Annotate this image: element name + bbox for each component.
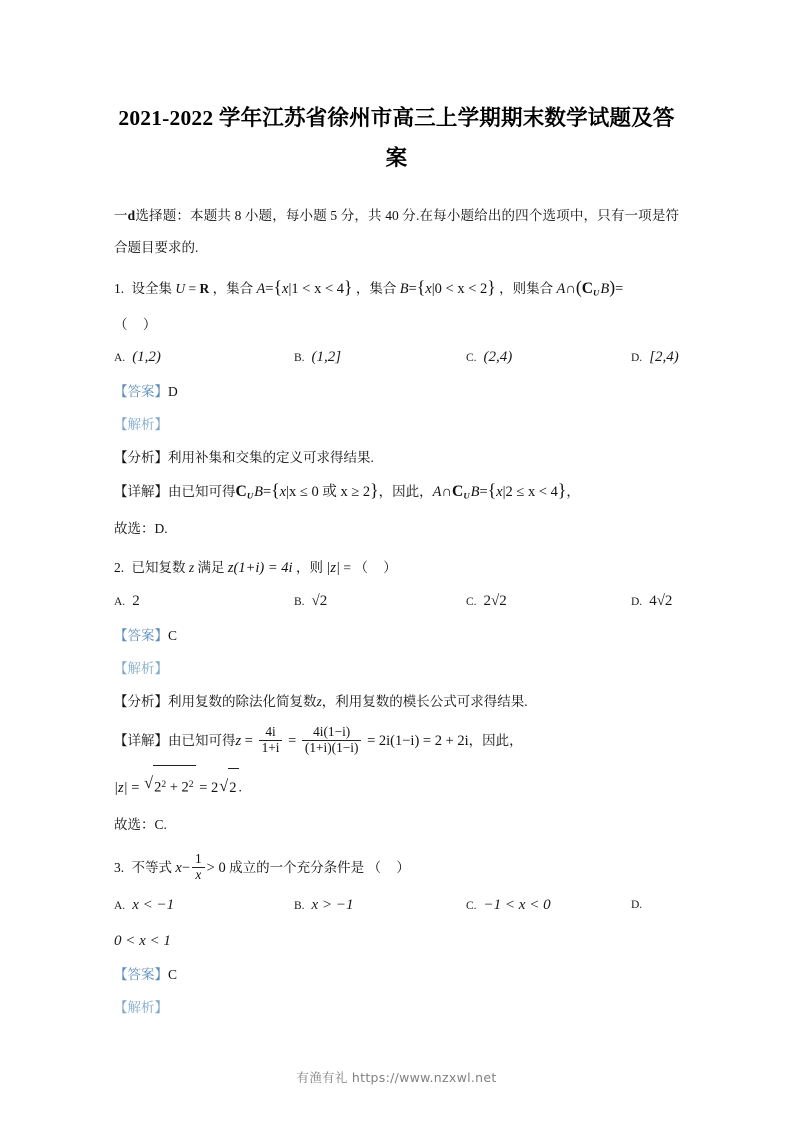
question-3-answer-value: C [168, 966, 178, 982]
q1-expr-eq: = [615, 281, 624, 297]
intro-prefix: 一 [114, 208, 128, 223]
q1-set-b-cond: 0 < x < 2 [434, 281, 488, 297]
option-a-value: x < −1 [132, 896, 175, 913]
question-1-conclusion [114, 513, 679, 544]
q1-universal-set: U [175, 281, 186, 296]
question-1-analysis [114, 442, 679, 473]
option-c[interactable] [466, 342, 631, 374]
q2-detail-eq: = [244, 733, 253, 750]
fraction-1: $\frac{4i}{1+i}$ [259, 725, 283, 756]
question-2-detail: 【详解】由已知可得z = $\frac{4i}{1+i}$ = $\frac{4i(1-i)}{(1+i)(1-i)}$ = 2i(1−i) = 2 + 2i，因此， [114, 724, 523, 756]
option-a-label: A. [114, 899, 126, 912]
option-c-label: C. [466, 899, 477, 912]
option-d-label: D. [631, 596, 643, 609]
question-2-final-answer: C. [154, 816, 167, 832]
option-b-label: B. [294, 596, 305, 609]
jiexi-tag: 【解析】 [114, 999, 168, 1015]
option-c-value: −1 < x < 0 [483, 896, 551, 913]
q1-set-a-cond: 1 < x < 4 [291, 281, 344, 297]
q1-expr-b: B [600, 281, 610, 297]
option-b[interactable] [294, 586, 466, 618]
question-1-answer-value: D [168, 383, 178, 399]
option-b-label: B. [294, 351, 305, 364]
question-1-blank-line [114, 309, 679, 340]
option-a[interactable] [114, 586, 294, 618]
answer-tag: 【答案】 [114, 966, 168, 982]
page-title: 2021-2022 学年江苏省徐州市高三上学期期末数学试题及答案 [118, 106, 675, 170]
detail-tag: 【详解】 [114, 733, 168, 749]
question-2-modulus-line: |z| = √ $2^2 + 2^2 = 2$ √ 2 . [114, 765, 679, 807]
question-1-detail: 【详解】由已知可得CUB={x|x ≤ 0 或 x ≥ 2}，因此，A∩CUB={x|2 ≤ x < 4}， [114, 475, 679, 512]
q3-text-a: 不等式 [131, 859, 172, 875]
answer-blank-2: （ ） [354, 560, 403, 576]
option-d-label: D. [631, 898, 643, 911]
q1-detail-mid: ，因此， [378, 483, 433, 499]
option-d-label: D. [631, 351, 643, 364]
q1-eq-1: = [188, 281, 197, 296]
complement-symbol: CU [235, 482, 254, 501]
option-d[interactable] [631, 890, 649, 922]
question-2-jiexi [114, 653, 679, 684]
question-1-jiexi [114, 409, 679, 440]
question-3-answer [114, 959, 679, 990]
option-d[interactable] [631, 342, 679, 374]
q2-detail-mid: = 2i(1−i) = 2 + 2i [367, 733, 469, 750]
q1-detail-setb: B [254, 483, 263, 500]
question-1 [114, 272, 679, 544]
q2-mod-eq: = [131, 779, 140, 796]
q2-text-c: ，则 [295, 560, 323, 576]
question-2-analysis [114, 686, 679, 717]
answer-blank-1: （ ） [114, 316, 163, 332]
question-2-options [114, 586, 679, 618]
option-c-value: 2√2 [483, 593, 507, 610]
footer-brand: 有渔有礼 [296, 1070, 348, 1085]
option-b-value: x > −1 [311, 896, 354, 913]
option-b-value: √2 [311, 593, 328, 610]
q2-modulus: |z| [326, 560, 340, 577]
fraction-2: $\frac{4i(1-i)}{(1+i)(1-i)}$ [302, 725, 362, 756]
question-1-final-answer: D. [154, 521, 168, 537]
question-2-number: 2. [114, 560, 125, 576]
intro-text: 选择题：本题共 8 小题，每小题 5 分，共 40 分.在每小题给出的四个选项中，只有一项是符合题目要求的. [114, 208, 680, 255]
analysis-tag: 【分析】 [114, 449, 168, 465]
question-1-options [114, 342, 679, 374]
sqrt-symbol: √ 2 [219, 768, 238, 807]
q2-eq: = [343, 560, 351, 576]
option-b-label: B. [294, 899, 305, 912]
question-2 [114, 552, 679, 840]
q1-detail-seta: A [432, 483, 442, 500]
option-c-label: C. [466, 351, 477, 364]
detail-tag: 【详解】 [114, 483, 168, 499]
question-1-stem: 1. 设全集 U = R ，集合 A={x|1 < x < 4} ，集合 B={x|0 < x < 2} ，则集合 A∩(CUB)= [114, 272, 679, 309]
q2-var-z: z [188, 560, 195, 576]
option-d-value: 4√2 [649, 593, 673, 610]
q2-mod-lhs: |z| [114, 779, 128, 796]
option-d-value: [2,4) [649, 348, 679, 365]
q2-equation: z(1+i) = 4i [227, 560, 293, 577]
option-a[interactable] [114, 342, 294, 374]
jiexi-tag: 【解析】 [114, 661, 168, 677]
question-2-answer-value: C [168, 628, 178, 644]
q1-detail-cond-2: 2 ≤ x < 4 [505, 483, 558, 500]
q1-set-b-name: B [399, 281, 409, 297]
sqrt-symbol: √ $2^2 + 2^2$ [144, 765, 196, 807]
question-3-number: 3. [114, 859, 125, 875]
intro-bold-d: d [127, 208, 136, 223]
option-c-label: C. [466, 596, 477, 609]
q3-minus: − [181, 859, 190, 876]
q2-detail-tail: ，因此， [468, 733, 523, 749]
q1-text-a: 设全集 [131, 281, 172, 296]
option-b[interactable] [294, 342, 466, 374]
question-2-conclusion [114, 809, 679, 840]
q1-detail-setb-2: B [470, 483, 480, 500]
q2-analysis-b: ，利用复数的模长公式可求得结果. [321, 694, 528, 710]
q2-detail-lead: 由已知可得 [168, 733, 236, 749]
q2-text-a: 已知复数 [131, 560, 186, 576]
option-b-value: (1,2] [311, 348, 342, 365]
answer-blank-3: （ ） [367, 859, 416, 875]
q2-mod-coef: 2 [211, 779, 219, 796]
q1-expr-a: A [556, 281, 566, 297]
option-a-label: A. [114, 351, 126, 364]
option-d-wrapped-value[interactable]: 0 < x < 1 [114, 932, 171, 949]
analysis-tag: 【分析】 [114, 694, 168, 710]
section-intro [114, 178, 679, 264]
option-a-value: (1,2) [132, 348, 161, 365]
q2-detail-z: z [235, 733, 242, 750]
question-3-options [114, 890, 679, 922]
q1-detail-cap: ∩ [441, 483, 452, 500]
q1-text-c: ，集合 [355, 281, 397, 296]
q1-text-d: ，则集合 [499, 281, 554, 296]
q1-detail-cond-1: x ≤ 0 或 x ≥ 2 [288, 483, 371, 500]
question-3 [114, 848, 679, 1023]
q3-var-x: x [175, 859, 182, 876]
q2-mod-period: . [238, 779, 242, 795]
question-1-analysis-text: 利用补集和交集的定义可求得结果. [168, 449, 374, 465]
option-c-value: (2,4) [483, 348, 513, 365]
complement-symbol: CU [581, 280, 600, 298]
q1-detail-lead: 由已知可得 [168, 483, 236, 499]
option-a-label: A. [114, 596, 126, 609]
question-2-answer [114, 620, 679, 651]
jiexi-tag: 【解析】 [114, 416, 168, 432]
page-footer [0, 1068, 793, 1086]
question-1-answer [114, 376, 679, 407]
question-2-stem [114, 552, 679, 584]
option-d[interactable] [631, 586, 672, 618]
option-a-value: 2 [132, 593, 140, 610]
q2-text-b: 满足 [197, 560, 225, 576]
option-a[interactable] [114, 890, 294, 922]
option-c[interactable] [466, 890, 631, 922]
complement-symbol: CU [452, 482, 470, 501]
answer-tag: 【答案】 [114, 383, 168, 399]
q3-text-c: 成立的一个充分条件是 [229, 859, 365, 875]
question-1-number: 1. [114, 281, 125, 296]
gu-xuan-label: 故选： [114, 521, 155, 537]
footer-url[interactable]: https://www.nzxwl.net [351, 1070, 497, 1085]
q1-set-a-name: A [256, 281, 266, 297]
q1-intersect-symbol: ∩ [565, 281, 576, 297]
q1-detail-end: ， [566, 483, 580, 499]
q3-gt-zero: > 0 [206, 859, 226, 876]
q1-reals-symbol: R [199, 281, 210, 296]
q2-analysis-a: 利用复数的除法化简复数 [168, 694, 317, 710]
question-3-jiexi [114, 992, 679, 1023]
question-3-stem [114, 848, 679, 888]
q2-analysis-var: z [316, 694, 322, 710]
gu-xuan-label: 故选： [114, 816, 155, 832]
q1-set-a-eq: = [265, 281, 274, 297]
q1-text-b: ，集合 [212, 281, 254, 296]
fraction-one-over-x: $\frac{1}{x}$ [192, 852, 205, 883]
answer-tag: 【答案】 [114, 628, 168, 644]
option-c[interactable] [466, 586, 631, 618]
option-b[interactable] [294, 890, 466, 922]
